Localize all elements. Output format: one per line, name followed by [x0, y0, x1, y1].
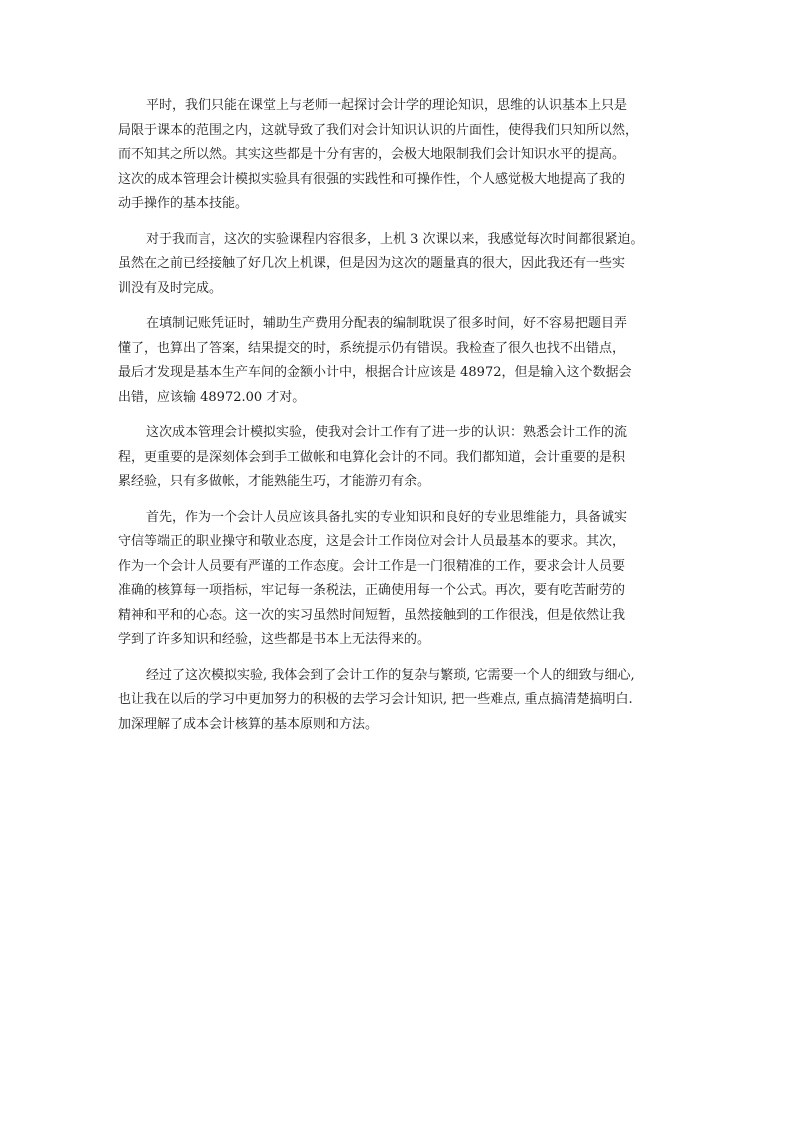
paragraph-line: 虽然在之前已经接触了好几次上机课，但是因为这次的题量真的很大，因此我还有一些实 [118, 256, 626, 271]
paragraph-2 [118, 228, 690, 302]
paragraph-3 [118, 312, 690, 410]
paragraph-line: 学到了许多知识和经验，这些都是书本上无法得来的。 [118, 632, 431, 647]
document-body [118, 94, 690, 737]
paragraph-5 [118, 506, 690, 653]
paragraph-4 [118, 421, 690, 495]
paragraph-line: 也让我在以后的学习中更加努力的积极的去学习会计知识, 把一些难点, 重点搞清楚搞明白. [118, 692, 633, 707]
paragraph-line: 守信等端正的职业操守和敬业态度，这是会计工作岗位对会计人员最基本的要求。其次， [118, 534, 626, 549]
paragraph-line: 加深理解了成本会计核算的基本原则和方法。 [118, 716, 379, 732]
paragraph-6 [118, 664, 690, 738]
paragraph-line: 程，更重要的是深刻体会到手工做帐和电算化会计的不同。我们都知道，会计重要的是积 [118, 449, 626, 465]
paragraph-line: 精神和平和的心态。这一次的实习虽然时间短暂，虽然接触到的工作很浅，但是依然让我 [118, 607, 626, 623]
paragraph-line: 训没有及时完成。 [118, 280, 223, 296]
paragraph-line: 经过了这次模拟实验, 我体会到了会计工作的复杂与繁琐, 它需要一个人的细致与细心, [146, 667, 635, 683]
paragraph-line: 首先，作为一个会计人员应该具备扎实的专业知识和良好的专业思维能力，具备诚实 [146, 509, 628, 525]
paragraph-line: 出错，应该输 48972.00 才对。 [118, 389, 306, 405]
paragraph-line: 这次成本管理会计模拟实验，使我对会计工作有了进一步的认识：熟悉会计工作的流 [146, 425, 628, 440]
paragraph-line: 局限于课本的范围之内，这就导致了我们对会计知识认识的片面性，使得我们只知所以然， [118, 122, 639, 138]
paragraph-line: 而不知其之所以然。其实这些都是十分有害的，会极大地限制我们会计知识水平的提高。 [118, 147, 626, 162]
paragraph-line: 懂了，也算出了答案，结果提交的时，系统提示仍有错误。我检查了很久也找不出错点， [118, 340, 626, 356]
paragraph-line: 准确的核算每一项指标，牢记每一条税法，正确使用每一个公式。再次，要有吃苦耐劳的 [118, 583, 626, 598]
paragraph-line: 这次的成本管理会计模拟实验具有很强的实践性和可操作性，个人感觉极大地提高了我的 [118, 171, 626, 187]
paragraph-line: 在填制记账凭证时，辅助生产费用分配表的编制耽误了很多时间，好不容易把题目弄 [146, 316, 628, 331]
paragraph-line: 对于我而言，这次的实验课程内容很多，上机 3 次课以来，我感觉每次时间都很紧迫。 [146, 231, 644, 247]
paragraph-1 [118, 94, 690, 217]
paragraph-line: 动手操作的基本技能。 [118, 196, 249, 211]
paragraph-line: 累经验，只有多做帐，才能熟能生巧，才能游刃有余。 [118, 474, 431, 489]
paragraph-line: 最后才发现是基本生产车间的金额小计中，根据合计应该是 48972，但是输入这个数据会 [118, 365, 632, 380]
paragraph-line: 平时，我们只能在课堂上与老师一起探讨会计学的理论知识，思维的认识基本上只是 [146, 98, 628, 113]
paragraph-line: 作为一个会计人员要有严谨的工作态度。会计工作是一门很精准的工作，要求会计人员要 [118, 558, 626, 574]
